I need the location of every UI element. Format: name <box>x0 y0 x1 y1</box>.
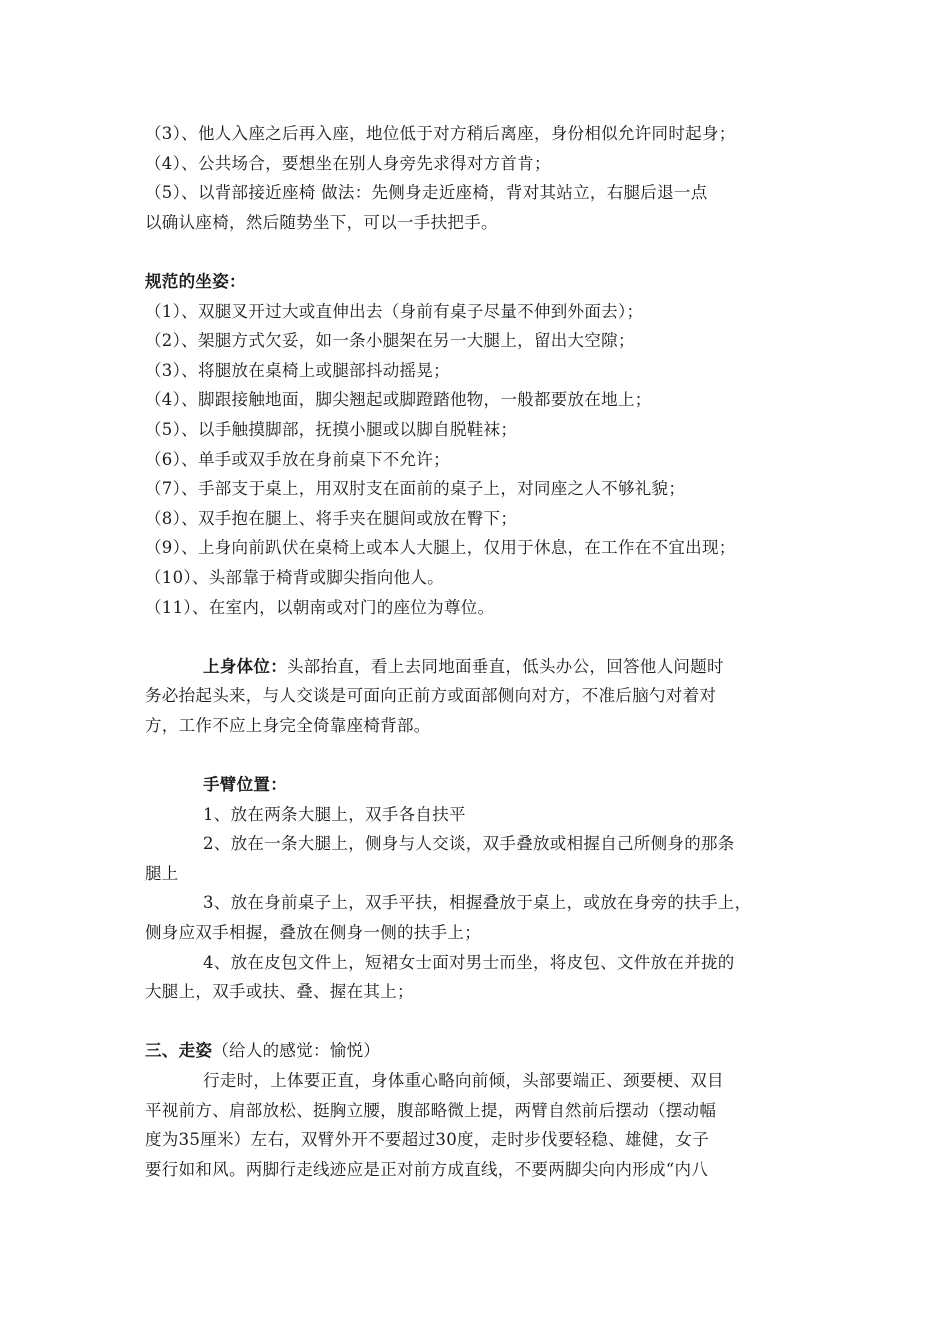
arms-item-4: 4、放在皮包文件上，短裙女士面对男士而坐，将皮包、文件放在并拢的 <box>203 952 735 972</box>
sitting-item-11: （11）、在室内，以朝南或对门的座位为尊位。 <box>145 597 495 617</box>
intro-item-5: （5）、以背部接近座椅 做法：先侧身走近座椅，背对其站立，右腿后退一点 <box>145 183 708 203</box>
sitting-item-9: （9）、上身向前趴伏在桌椅上或本人大腿上，仅用于休息，在工作在不宜出现； <box>145 538 736 558</box>
sitting-heading: 规范的坐姿： <box>145 271 246 291</box>
arms-item-3: 3、放在身前桌子上，双手平扶，相握叠放于桌上，或放在身旁的扶手上， <box>203 893 752 913</box>
spacer <box>145 740 810 770</box>
upper-body-text: 头部抬直，看上去同地面垂直，低头办公，回答他人问题时 <box>287 656 724 676</box>
intro-item-4: （4）、公共场合，要想坐在别人身旁先求得对方首肯； <box>145 153 551 173</box>
spacer <box>145 622 810 652</box>
walking-heading: 三、走姿 <box>145 1041 213 1061</box>
sitting-item-2: （2）、架腿方式欠妥，如一条小腿架在另一大腿上，留出大空隙； <box>145 331 635 351</box>
walking-paragraph-line-1: 行走时，上体要正直，身体重心略向前倾，头部要端正、颈要梗、双目 <box>203 1071 724 1090</box>
walking-paragraph-line-4: 要行如和风。两脚行走线迹应是正对前方成直线，不要两脚尖向内形成“内八 <box>145 1159 709 1179</box>
walking-heading-line <box>145 1036 810 1066</box>
document-page <box>145 119 810 1184</box>
sitting-item-8: （8）、双手抱在腿上、将手夹在腿间或放在臀下； <box>145 508 518 528</box>
walking-paragraph-line-2: 平视前方、肩部放松、挺胸立腰，腹部略微上提，两臂自然前后摆动（摆动幅 <box>145 1100 717 1120</box>
upper-body-label: 上身体位： <box>203 656 287 676</box>
spacer <box>145 237 810 267</box>
sitting-item-6: （6）、单手或双手放在身前桌下不允许； <box>145 449 450 469</box>
spacer <box>145 1007 810 1037</box>
upper-body-paragraph-line-1 <box>145 652 810 682</box>
sitting-item-5: （5）、以手触摸脚部，抚摸小腿或以脚自脱鞋袜； <box>145 419 518 439</box>
arms-item-2-continued: 腿上 <box>145 863 179 883</box>
arms-item-3-continued: 侧身应双手相握，叠放在侧身一侧的扶手上； <box>145 923 481 943</box>
sitting-item-10: （10）、头部靠于椅背或脚尖指向他人。 <box>145 567 444 587</box>
walking-note: （给人的感觉：愉悦） <box>212 1041 381 1061</box>
intro-item-5-continued: 以确认座椅，然后随势坐下，可以一手扶把手。 <box>145 212 498 232</box>
upper-body-paragraph-line-2: 务必抬起头来，与人交谈是可面向正前方或面部侧向对方，不准后脑勺对着对 <box>145 686 717 706</box>
sitting-item-3: （3）、将腿放在桌椅上或腿部抖动摇晃； <box>145 360 450 380</box>
arms-item-2: 2、放在一条大腿上，侧身与人交谈，双手叠放或相握自己所侧身的那条 <box>203 834 735 854</box>
sitting-item-1: （1）、双腿叉开过大或直伸出去（身前有桌子尽量不伸到外面去）； <box>145 301 644 321</box>
arms-heading: 手臂位置： <box>203 775 287 795</box>
arms-item-1: 1、放在两条大腿上，双手各自扶平 <box>203 804 466 824</box>
upper-body-paragraph-line-3: 方，工作不应上身完全倚靠座椅背部。 <box>145 715 431 735</box>
arms-item-4-continued: 大腿上，双手或扶、叠、握在其上； <box>145 982 414 1002</box>
intro-item-3: （3）、他人入座之后再入座，地位低于对方稍后离座，身份相似允许同时起身； <box>145 124 736 143</box>
sitting-item-4: （4）、脚跟接触地面，脚尖翘起或脚蹬踏他物，一般都要放在地上； <box>145 390 652 410</box>
walking-paragraph-line-3: 度为35厘米）左右，双臂外开不要超过30度，走时步伐要轻稳、雄健，女子 <box>145 1130 709 1150</box>
sitting-item-7: （7）、手部支于桌上，用双肘支在面前的桌子上，对同座之人不够礼貌； <box>145 479 686 499</box>
